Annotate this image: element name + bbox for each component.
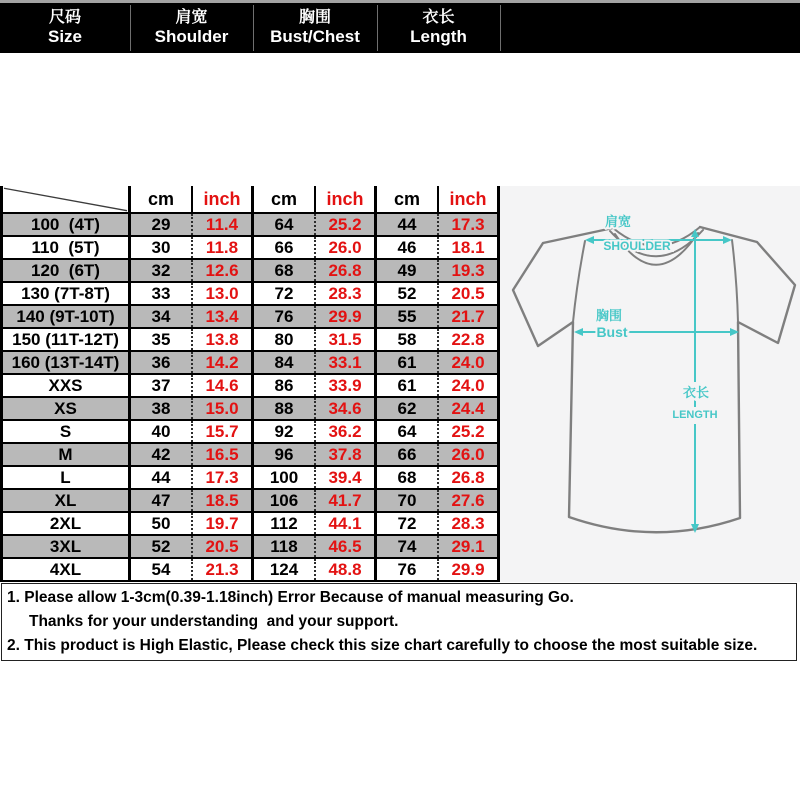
size-cell: 150 (11T-12T) <box>3 329 131 350</box>
table-row <box>3 444 503 467</box>
bust-in-cell: 26.0 <box>316 237 377 258</box>
length-in-cell: 29.9 <box>439 559 500 580</box>
bust-label-en: Bust <box>596 324 628 340</box>
tshirt-drawing <box>500 186 800 582</box>
bust-in-cell: 44.1 <box>316 513 377 534</box>
size-cell: S <box>3 421 131 442</box>
note-line-2: Thanks for your understanding and your support. <box>29 613 399 630</box>
length-in-cell: 21.7 <box>439 306 500 327</box>
unit-cm-label: cm <box>254 186 316 212</box>
header-size-en: Size <box>47 27 83 47</box>
table-row <box>3 352 503 375</box>
length-cm-cell: 64 <box>377 421 439 442</box>
shoulder-cm-cell: 40 <box>131 421 193 442</box>
diagonal-line <box>3 186 128 212</box>
shoulder-cm-cell: 30 <box>131 237 193 258</box>
note-line-3: 2. This product is High Elastic, Please check this size chart carefully to choose the most suitable size. <box>7 637 758 654</box>
table-row <box>3 329 503 352</box>
length-in-cell: 25.2 <box>439 421 500 442</box>
bust-label-zh: 胸围 <box>595 308 623 323</box>
shoulder-in-cell: 19.7 <box>193 513 254 534</box>
header-length-en: Length <box>410 27 467 47</box>
shoulder-in-cell: 13.4 <box>193 306 254 327</box>
bust-cm-cell: 88 <box>254 398 316 419</box>
shoulder-in-cell: 15.0 <box>193 398 254 419</box>
bust-cm-cell: 96 <box>254 444 316 465</box>
bust-cm-cell: 112 <box>254 513 316 534</box>
length-cm-cell: 61 <box>377 375 439 396</box>
shoulder-cm-cell: 35 <box>131 329 193 350</box>
table-row <box>3 467 503 490</box>
bust-cm-cell: 80 <box>254 329 316 350</box>
length-in-cell: 17.3 <box>439 214 500 235</box>
arrow-right-icon <box>723 236 732 244</box>
bust-cm-cell: 118 <box>254 536 316 557</box>
shoulder-cm-cell: 37 <box>131 375 193 396</box>
unit-inch-label: inch <box>439 186 500 212</box>
length-cm-cell: 44 <box>377 214 439 235</box>
shoulder-in-cell: 18.5 <box>193 490 254 511</box>
size-cell: 140 (9T-10T) <box>3 306 131 327</box>
length-in-cell: 24.0 <box>439 352 500 373</box>
shoulder-label-en: SHOULDER <box>603 239 671 253</box>
shoulder-cm-cell: 50 <box>131 513 193 534</box>
bust-cm-cell: 76 <box>254 306 316 327</box>
length-in-cell: 27.6 <box>439 490 500 511</box>
length-in-cell: 24.4 <box>439 398 500 419</box>
length-cm-cell: 49 <box>377 260 439 281</box>
unit-inch-label: inch <box>316 186 377 212</box>
shoulder-in-cell: 14.2 <box>193 352 254 373</box>
length-cm-cell: 55 <box>377 306 439 327</box>
length-cm-cell: 72 <box>377 513 439 534</box>
length-cm-cell: 52 <box>377 283 439 304</box>
table-row <box>3 513 503 536</box>
unit-row <box>3 186 503 214</box>
length-label-zh: 衣长 <box>682 385 710 400</box>
length-cm-cell: 46 <box>377 237 439 258</box>
note-line-1: 1. Please allow 1-3cm(0.39-1.18inch) Error Because of manual measuring Go. <box>7 589 574 606</box>
header-bust-en: Bust/Chest <box>270 27 360 47</box>
length-cm-cell: 66 <box>377 444 439 465</box>
notes-box <box>1 583 797 661</box>
size-table-body <box>3 214 503 582</box>
bust-in-cell: 37.8 <box>316 444 377 465</box>
size-cell: 130 (7T-8T) <box>3 283 131 304</box>
armhole-seam <box>573 241 585 322</box>
header-divider <box>377 5 378 51</box>
header-shoulder-zh: 肩宽 <box>175 8 208 26</box>
header-size <box>0 3 130 53</box>
header-shoulder-en: Shoulder <box>154 27 229 47</box>
shoulder-in-cell: 13.8 <box>193 329 254 350</box>
shoulder-cm-cell: 44 <box>131 467 193 488</box>
length-in-cell: 24.0 <box>439 375 500 396</box>
table-row <box>3 421 503 444</box>
bust-cm-cell: 100 <box>254 467 316 488</box>
length-in-cell: 22.8 <box>439 329 500 350</box>
size-cell: 110 (5T) <box>3 237 131 258</box>
bust-in-cell: 33.1 <box>316 352 377 373</box>
bust-cm-cell: 124 <box>254 559 316 580</box>
table-row <box>3 375 503 398</box>
bust-in-cell: 31.5 <box>316 329 377 350</box>
bust-in-cell: 41.7 <box>316 490 377 511</box>
bust-in-cell: 26.8 <box>316 260 377 281</box>
size-cell: 4XL <box>3 559 131 580</box>
bust-in-cell: 39.4 <box>316 467 377 488</box>
tshirt-diagram <box>500 186 800 582</box>
length-in-cell: 29.1 <box>439 536 500 557</box>
shoulder-cm-cell: 36 <box>131 352 193 373</box>
table-row <box>3 237 503 260</box>
bust-in-cell: 33.9 <box>316 375 377 396</box>
table-row <box>3 283 503 306</box>
table-header-band <box>0 0 800 53</box>
size-cell: 100 (4T) <box>3 214 131 235</box>
armhole-seam <box>732 240 738 322</box>
shoulder-in-cell: 11.8 <box>193 237 254 258</box>
table-row <box>3 490 503 513</box>
shoulder-in-cell: 13.0 <box>193 283 254 304</box>
length-in-cell: 28.3 <box>439 513 500 534</box>
shoulder-cm-cell: 33 <box>131 283 193 304</box>
header-divider <box>253 5 254 51</box>
length-cm-cell: 61 <box>377 352 439 373</box>
size-cell: XL <box>3 490 131 511</box>
shoulder-cm-cell: 32 <box>131 260 193 281</box>
bust-cm-cell: 72 <box>254 283 316 304</box>
bust-in-cell: 34.6 <box>316 398 377 419</box>
size-cell: 2XL <box>3 513 131 534</box>
header-bust <box>253 3 377 53</box>
shoulder-in-cell: 17.3 <box>193 467 254 488</box>
shoulder-label-zh: 肩宽 <box>604 214 632 229</box>
arrow-left-icon <box>574 328 583 336</box>
shoulder-in-cell: 11.4 <box>193 214 254 235</box>
length-label-en: LENGTH <box>672 409 718 421</box>
table-row <box>3 214 503 237</box>
unit-cm-label: cm <box>377 186 439 212</box>
shoulder-in-cell: 15.7 <box>193 421 254 442</box>
length-cm-cell: 58 <box>377 329 439 350</box>
shoulder-in-cell: 21.3 <box>193 559 254 580</box>
tshirt-outline <box>513 227 795 532</box>
header-length-zh: 衣长 <box>422 8 455 26</box>
shoulder-cm-cell: 52 <box>131 536 193 557</box>
size-cell: 160 (13T-14T) <box>3 352 131 373</box>
bust-cm-cell: 92 <box>254 421 316 442</box>
shoulder-cm-cell: 42 <box>131 444 193 465</box>
bust-cm-cell: 64 <box>254 214 316 235</box>
bust-in-cell: 36.2 <box>316 421 377 442</box>
table-row <box>3 306 503 329</box>
size-cell: M <box>3 444 131 465</box>
header-bust-zh: 胸围 <box>298 8 331 26</box>
bust-in-cell: 29.9 <box>316 306 377 327</box>
table-row <box>3 559 503 582</box>
diagonal-cell <box>3 186 131 212</box>
header-shoulder <box>130 3 253 53</box>
bust-cm-cell: 86 <box>254 375 316 396</box>
table-row <box>3 536 503 559</box>
header-size-zh: 尺码 <box>48 8 81 26</box>
size-cell: 120 (6T) <box>3 260 131 281</box>
length-cm-cell: 76 <box>377 559 439 580</box>
length-in-cell: 19.3 <box>439 260 500 281</box>
shoulder-cm-cell: 47 <box>131 490 193 511</box>
shoulder-in-cell: 14.6 <box>193 375 254 396</box>
shoulder-in-cell: 16.5 <box>193 444 254 465</box>
shoulder-in-cell: 20.5 <box>193 536 254 557</box>
length-in-cell: 26.8 <box>439 467 500 488</box>
shoulder-cm-cell: 54 <box>131 559 193 580</box>
shoulder-cm-cell: 34 <box>131 306 193 327</box>
bust-in-cell: 25.2 <box>316 214 377 235</box>
bust-in-cell: 48.8 <box>316 559 377 580</box>
size-table <box>0 186 503 582</box>
size-cell: 3XL <box>3 536 131 557</box>
bust-cm-cell: 66 <box>254 237 316 258</box>
unit-cm-label: cm <box>131 186 193 212</box>
size-cell: XXS <box>3 375 131 396</box>
length-in-cell: 26.0 <box>439 444 500 465</box>
shoulder-cm-cell: 29 <box>131 214 193 235</box>
table-row <box>3 398 503 421</box>
shoulder-cm-cell: 38 <box>131 398 193 419</box>
length-cm-cell: 70 <box>377 490 439 511</box>
header-divider <box>500 5 501 51</box>
length-in-cell: 20.5 <box>439 283 500 304</box>
size-cell: L <box>3 467 131 488</box>
header-divider <box>130 5 131 51</box>
length-cm-cell: 74 <box>377 536 439 557</box>
bust-cm-cell: 68 <box>254 260 316 281</box>
length-cm-cell: 68 <box>377 467 439 488</box>
length-in-cell: 18.1 <box>439 237 500 258</box>
header-length <box>377 3 500 53</box>
table-row <box>3 260 503 283</box>
shoulder-in-cell: 12.6 <box>193 260 254 281</box>
size-cell: XS <box>3 398 131 419</box>
bust-in-cell: 46.5 <box>316 536 377 557</box>
unit-inch-label: inch <box>193 186 254 212</box>
bust-cm-cell: 106 <box>254 490 316 511</box>
arrow-left-icon <box>585 236 594 244</box>
bust-cm-cell: 84 <box>254 352 316 373</box>
length-cm-cell: 62 <box>377 398 439 419</box>
bust-in-cell: 28.3 <box>316 283 377 304</box>
